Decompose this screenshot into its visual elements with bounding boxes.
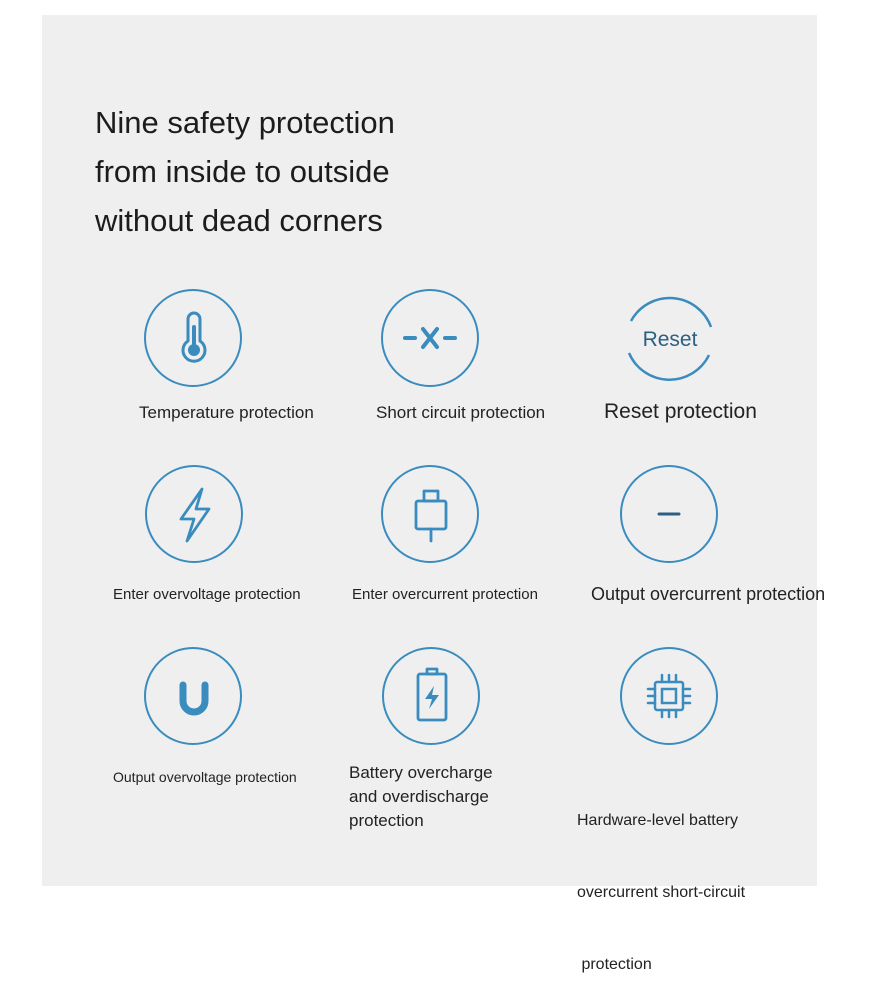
enter-overcurrent-protection-label: Enter overcurrent protection: [352, 586, 538, 603]
enter-overvoltage-protection-label: Enter overvoltage protection: [113, 586, 301, 603]
headline: [95, 98, 395, 245]
reset-icon-text: Reset: [642, 328, 698, 351]
battery-icon: [382, 647, 480, 745]
minus-icon: [620, 465, 718, 563]
battery-label-line-2: and overdischarge: [349, 787, 489, 806]
headline-line-1: Nine safety protection: [95, 105, 395, 140]
hardware-protection-label: [577, 761, 807, 1001]
output-overvoltage-protection-label: Output overvoltage protection: [113, 769, 297, 785]
battery-label-line-3: protection: [349, 811, 424, 830]
reset-protection-label: Reset protection: [604, 400, 757, 423]
output-overcurrent-protection-label: Output overcurrent protection: [591, 584, 826, 604]
chip-icon: [620, 647, 718, 745]
hardware-label-line-3: protection: [577, 956, 652, 973]
short-circuit-protection-label: Short circuit protection: [376, 403, 546, 422]
battery-label-line-1: Battery overcharge: [349, 763, 493, 782]
temperature-protection-label: Temperature protection: [139, 403, 314, 422]
thermometer-icon: [144, 289, 242, 387]
hardware-label-line-2: overcurrent short-circuit: [577, 884, 746, 901]
battery-protection-label: [349, 761, 539, 833]
hardware-label-line-1: Hardware-level battery: [577, 812, 738, 829]
magnet-icon: [144, 647, 242, 745]
headline-line-3: without dead corners: [95, 203, 383, 238]
reset-icon: [621, 289, 719, 387]
plug-icon: [381, 465, 479, 563]
short-circuit-icon: [381, 289, 479, 387]
headline-line-2: from inside to outside: [95, 154, 390, 189]
lightning-icon: [145, 465, 243, 563]
